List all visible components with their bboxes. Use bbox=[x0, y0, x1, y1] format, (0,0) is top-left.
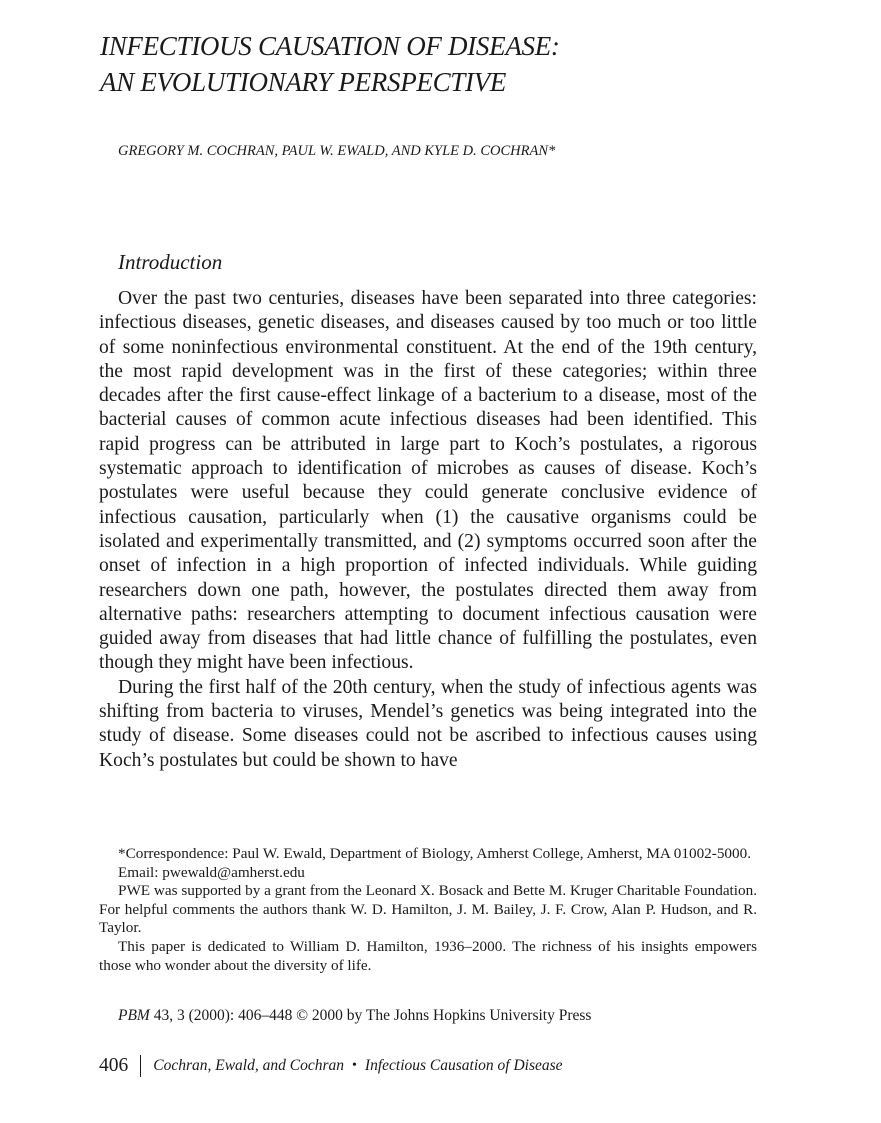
footnote-support: PWE was supported by a grant from the Leonard X. Bosack and Bette M. Kruger Charitable Foundation. For helpful comments the authors thank W. D. Hamilton, J. M. Bailey, J. F. Crow, Alan P. Hudson, and R. Taylor. bbox=[99, 882, 757, 937]
paragraph-1: Over the past two centuries, diseases have been separated into three categories: infectious diseases, genetic diseases, and diseases caused by too much or too little of some noninfectious environmental constituent. At the end of the 19th century, the most rapid development was in the first of these categories; within three decades after the first cause-effect linkage of a bacterium to a disease, most of the bacterial causes of common acute infectious diseases had been identified. This rapid progress can be attributed in large part to Koch’s postulates, a rigorous systematic approach to identification of microbes as causes of disease. Koch’s postulates were useful because they could generate conclusive evidence of infectious causation, particularly when (1) the causative organisms could be isolated and experimentally transmitted, and (2) symptoms occurred soon after the onset of infection in a high proportion of infected individuals. While guiding researchers down one path, however, the postulates directed them away from alternative paths: researchers attempting to document infectious causation were guided away from diseases that had little chance of fulfilling the postulates, even though they might have been infectious. bbox=[99, 288, 757, 674]
footnote-email: Email: pwewald@amherst.edu bbox=[118, 863, 305, 881]
section-heading-introduction: Introduction bbox=[118, 250, 223, 274]
citation-details: 43, 3 (2000): 406–448 © 2000 by The Johns Hopkins University Press bbox=[149, 1007, 592, 1024]
footnotes bbox=[99, 845, 757, 975]
footer-short-title: Infectious Causation of Disease bbox=[364, 1057, 563, 1074]
page-number: 406 bbox=[99, 1055, 129, 1076]
footnote-dedication: This paper is dedicated to William D. Hamilton, 1936–2000. The richness of his insights empowers those who wonder about the diversity of life. bbox=[99, 937, 757, 974]
footer-authors: Cochran, Ewald, and Cochran bbox=[153, 1057, 344, 1074]
journal-citation bbox=[118, 1007, 591, 1025]
article-title bbox=[100, 28, 800, 100]
footer-bullet: • bbox=[352, 1058, 357, 1073]
paragraph-2: During the first half of the 20th century, when the study of infectious agents was shifting from bacteria to viruses, Mendel’s genetics was being integrated into the study of disease. Some diseases could not be ascribed to infectious causes using Koch’s postulates but could be shown to have bbox=[99, 676, 757, 771]
footnote-correspondence: *Correspondence: Paul W. Ewald, Department of Biology, Amherst College, Amherst, MA 01002-5000. bbox=[118, 845, 752, 862]
article-title-line-2: AN EVOLUTIONARY PERSPECTIVE bbox=[100, 67, 507, 97]
running-footer bbox=[99, 1055, 563, 1077]
article-title-line-1: INFECTIOUS CAUSATION OF DISEASE: bbox=[100, 31, 560, 61]
footer-separator bbox=[140, 1055, 141, 1077]
journal-abbrev: PBM bbox=[118, 1007, 150, 1024]
body-text bbox=[99, 287, 757, 773]
author-list: GREGORY M. COCHRAN, PAUL W. EWALD, AND KYLE D. COCHRAN* bbox=[118, 143, 556, 159]
